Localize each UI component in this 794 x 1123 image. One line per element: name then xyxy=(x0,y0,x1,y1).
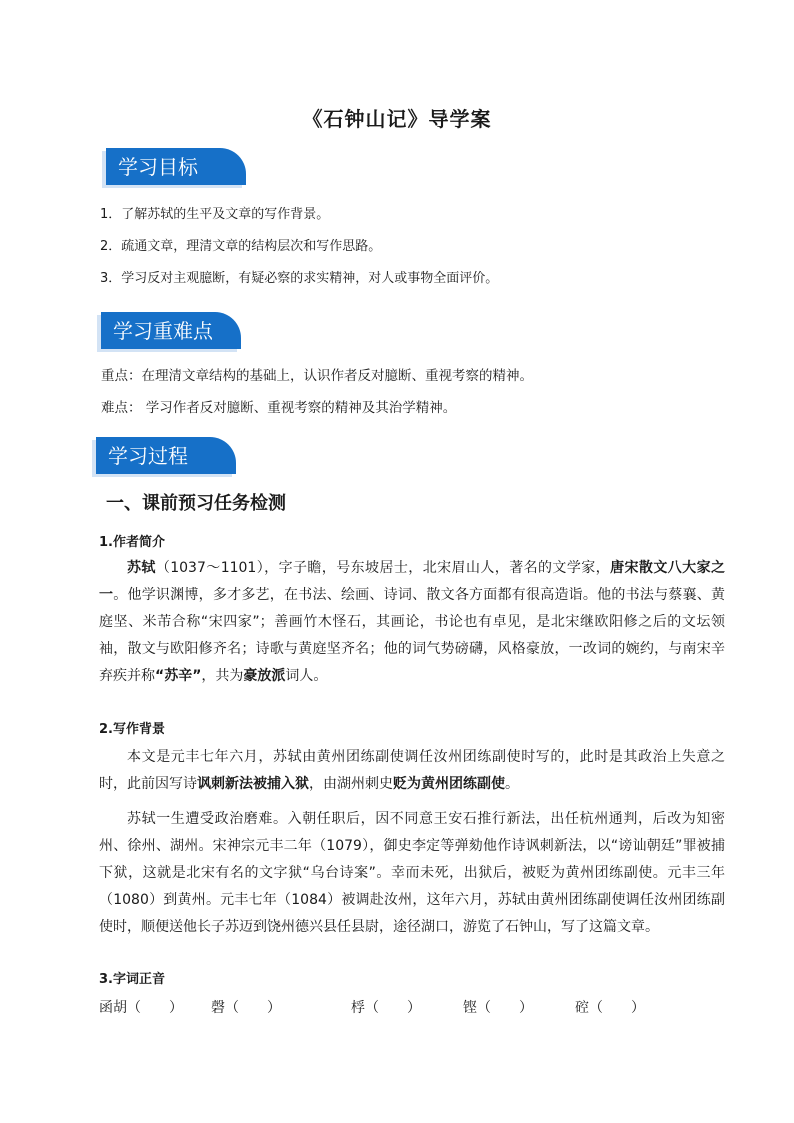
section-header-process: 学习过程 xyxy=(96,437,236,474)
goal-item: 3．学习反对主观臆断，有疑必察的求实精神，对人或事物全面评价。 xyxy=(100,271,499,286)
goal-item: 2．疏通文章，理清文章的结构层次和写作思路。 xyxy=(100,239,382,254)
part-one-title: 一、课前预习任务检测 xyxy=(106,493,286,514)
pronunciation-item: 硿（ ） xyxy=(575,1000,645,1016)
pronunciation-item: 桴（ ） xyxy=(351,1000,421,1016)
pronunciation-item: 铿（ ） xyxy=(463,1000,533,1016)
background-heading: 2.写作背景 xyxy=(99,722,165,737)
pronunciation-item: 磬（ ） xyxy=(211,1000,281,1016)
document-title: 《石钟山记》导学案 xyxy=(302,107,492,131)
author-intro-paragraph: 苏轼（1037～1101），字子瞻，号东坡居士，北宋眉山人，著名的文学家，唐宋散文八大家之一。他学识渊博，多才多艺，在书法、绘画、诗词、散文各方面都有很高造诣。他的书法与蔡襄、黄庭坚、米芾合称“宋四家”；善画竹木怪石，其画论，书论也有卓见，是北宋继欧阳修之后的文坛领袖，散文与欧阳修齐名；诗歌与黄庭坚齐名；他的词气势磅礴，风格豪放，一改词的婉约，与南宋辛弃疾并称“苏辛”，共为豪放派词人。 xyxy=(99,560,725,684)
goal-item: 1．了解苏轼的生平及文章的写作背景。 xyxy=(100,207,330,222)
background-paragraph-1: 本文是元丰七年六月，苏轼由黄州团练副使调任汝州团练副使时写的，此时是其政治上失意之时，此前因写诗讽刺新法被捕入狱，由湖州刺史贬为黄州团练副使。 xyxy=(99,749,725,792)
author-intro-heading: 1.作者简介 xyxy=(99,535,165,550)
difficulty-text: 难点： 学习作者反对臆断、重视考察的精神及其治学精神。 xyxy=(101,400,457,416)
pronunciation-heading: 3.字词正音 xyxy=(99,972,165,987)
section-header-keypoints: 学习重难点 xyxy=(101,312,241,349)
key-point-text: 重点：在理清文章结构的基础上，认识作者反对臆断、重视考察的精神。 xyxy=(101,368,533,384)
goal-list xyxy=(100,205,700,301)
pronunciation-row xyxy=(99,997,659,1017)
background-paragraph-2: 苏轼一生遭受政治磨难。入朝任职后，因不同意王安石推行新法，出任杭州通判，后改为知密州、徐州、湖州。宋神宗元丰二年（1079），御史李定等弹劾他作诗讽刺新法，以“谤讪朝廷”罪被捕下狱，这就是北宋有名的文字狱“乌台诗案”。幸而未死，出狱后，被贬为黄州团练副使。元丰三年（1080）到黄州。元丰七年（1084）被调赴汝州，这年六月，苏轼由黄州团练副使调任汝州团练副使时，顺便送他长子苏迈到饶州德兴县任县尉，途径湖口，游览了石钟山，写了这篇文章。 xyxy=(99,811,725,935)
pronunciation-item: 函胡（ ） xyxy=(99,1000,183,1016)
author-name: 苏轼 xyxy=(127,560,156,576)
section-header-goals: 学习目标 xyxy=(106,148,246,185)
